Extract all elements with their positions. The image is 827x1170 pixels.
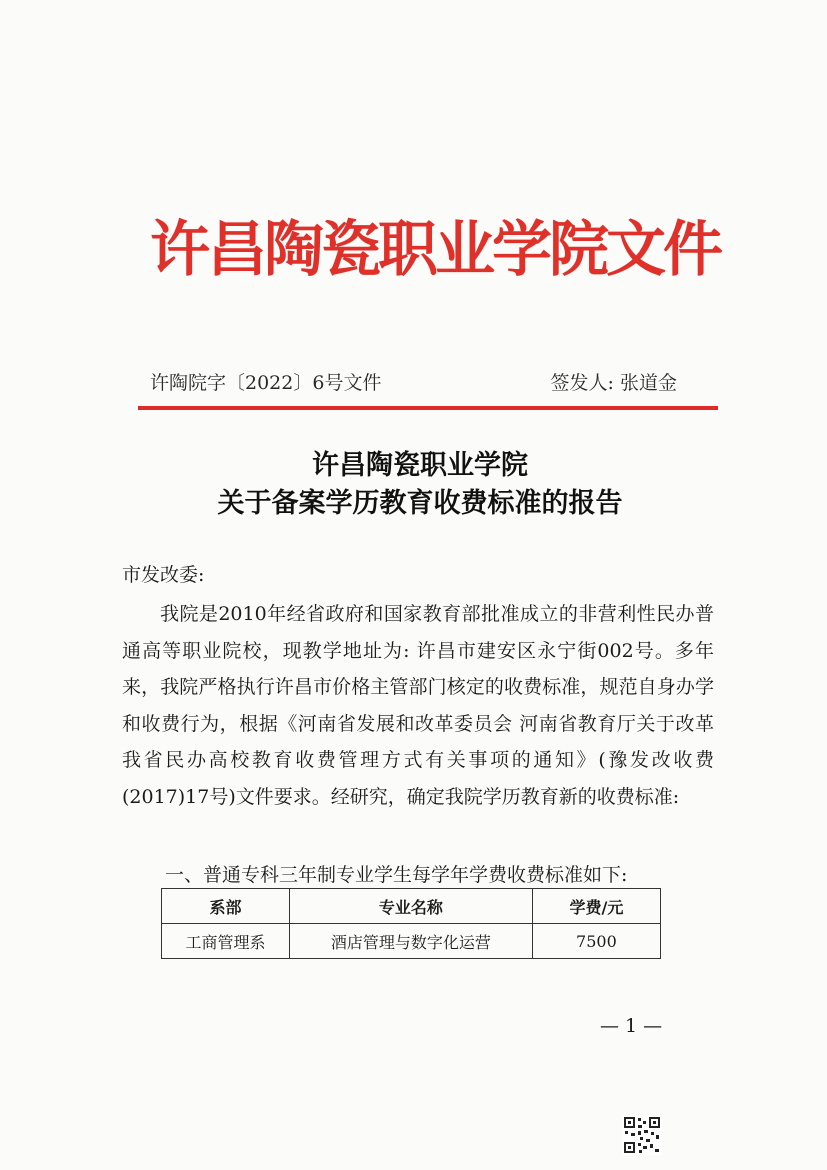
- report-title-line2: 关于备案学历教育收费标准的报告: [217, 488, 623, 519]
- header-department: 系部: [162, 889, 290, 924]
- item-one-heading: 一、普通专科三年制专业学生每学年学费收费标准如下:: [165, 864, 628, 886]
- cell-major: 酒店管理与数字化运营: [289, 924, 532, 959]
- document-number: 许陶院字〔2022〕6号文件: [150, 372, 382, 394]
- header-tuition: 学费/元: [532, 889, 660, 924]
- table-row: [162, 924, 661, 959]
- body-paragraph: 我院是2010年经省政府和国家教育部批准成立的非营利性民办普通高等职业院校，现教学地址为: 许昌市建安区永宁街002号。多年来，我院严格执行许昌市价格主管部门核定的收费标准，规范自身办学和收费行为，根据《河南省发展和改革委员会 河南省教育厅关于改革我省民办高校教育收费管理方式有关事项的通知》(豫发改收费(2017)17号)文件要求。经研究，确定我院学历教育新的收费标准:: [122, 603, 714, 808]
- qr-code-icon: [622, 1115, 662, 1155]
- fee-table: [161, 888, 661, 959]
- cell-tuition: 7500: [532, 924, 660, 959]
- masthead-title: 许昌陶瓷职业学院文件: [150, 215, 720, 285]
- table-header-row: [162, 889, 661, 924]
- red-divider-line: [138, 406, 718, 410]
- page-number: — 1 —: [600, 1015, 663, 1037]
- header-major: 专业名称: [289, 889, 532, 924]
- signer: 签发人: 张道金: [550, 372, 677, 394]
- report-title-line1: 许昌陶瓷职业学院: [312, 450, 528, 481]
- cell-department: 工商管理系: [162, 924, 290, 959]
- salutation: 市发改委:: [122, 564, 205, 586]
